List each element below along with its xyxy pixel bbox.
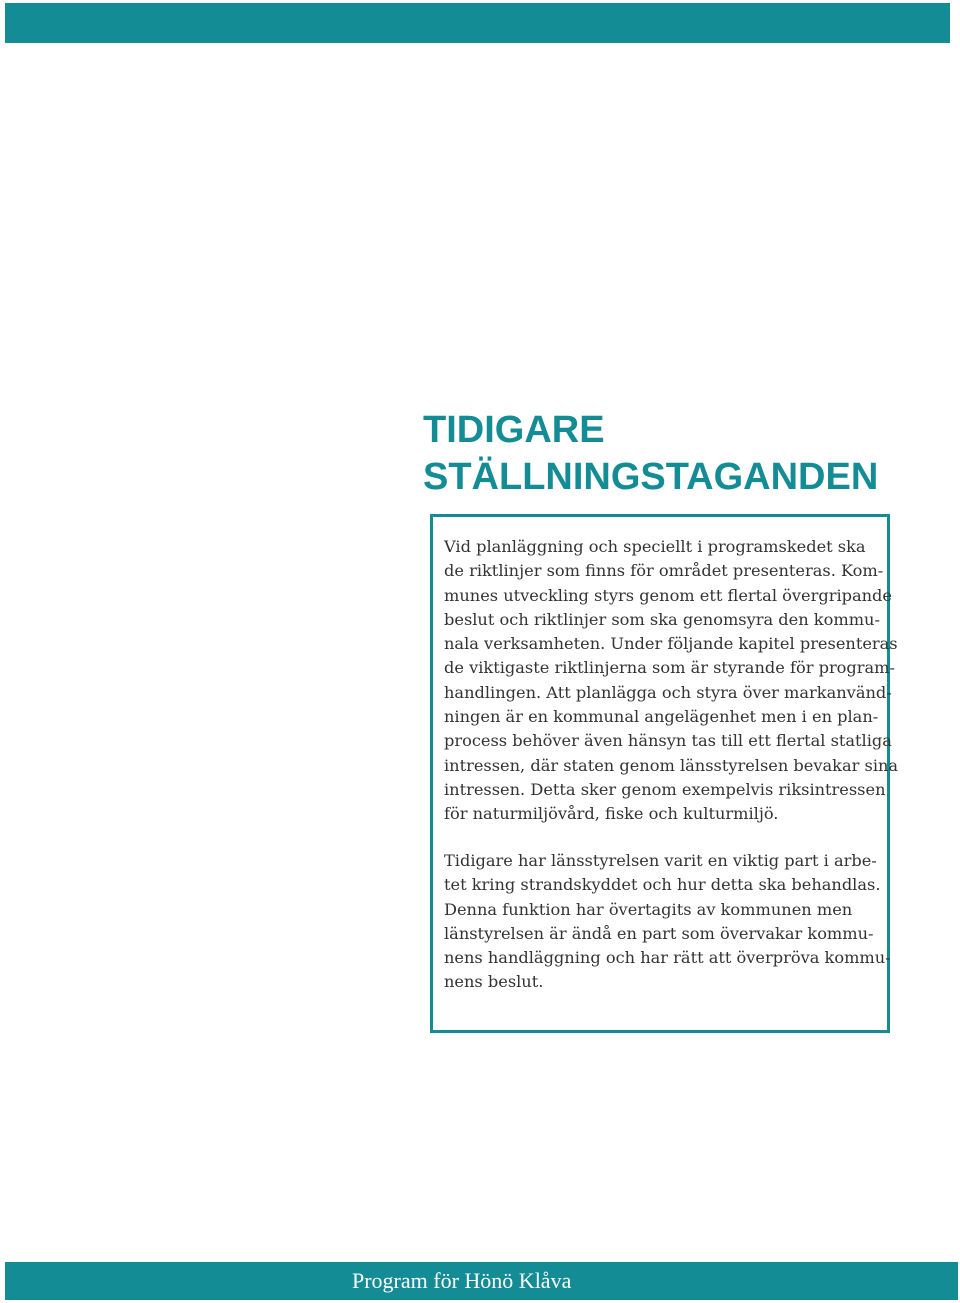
text-line: intressen. Detta sker genom exempelvis riksintressen [444,779,886,799]
footer-bar [5,1262,958,1300]
text-line: nens beslut. [444,972,544,992]
info-box [430,514,899,1033]
paragraph-1 [444,535,899,827]
section-title-line: TIDIGARE [423,409,605,451]
header-bar [5,3,950,43]
text-line: för naturmiljövård, fiske och kulturmiljö. [444,804,779,824]
text-line: Denna funktion har övertagits av kommunen men [444,899,853,919]
text-line: länstyrelsen är ändå en part som övervakar kommu- [444,923,874,943]
text-line: tet kring strandskyddet och hur detta ska behandlas. [444,875,881,895]
section-title-line: STÄLLNINGSTAGANDEN [423,456,879,498]
text-line: de riktlinjer som finns för området presenteras. Kom- [444,561,884,581]
paragraph-2 [444,849,891,995]
text-line: beslut och riktlinjer som ska genomsyra den kommu- [444,609,880,629]
text-line: nala verksamheten. Under följande kapitel presenteras [444,634,898,654]
text-line: Tidigare har länsstyrelsen varit en viktig part i arbe- [444,851,877,870]
footer-title: Program för Hönö Klåva [352,1268,572,1293]
text-line: intressen, där staten genom länsstyrelsen bevakar sina [444,755,899,775]
text-line: handlingen. Att planlägga och styra över markanvänd- [444,682,892,702]
text-line: nens handläggning och har rätt att överpröva kommu- [444,948,891,968]
text-line: ningen är en kommunal angelägenhet men i en plan- [444,707,879,727]
text-line: munes utveckling styrs genom ett flertal övergripande [444,585,893,605]
section-title [423,407,878,501]
text-line: process behöver även hänsyn tas till ett flertal statliga [444,731,892,751]
text-line: Vid planläggning och speciellt i programskedet ska [444,537,866,556]
text-line: de viktigaste riktlinjerna som är styrande för program- [444,658,895,678]
